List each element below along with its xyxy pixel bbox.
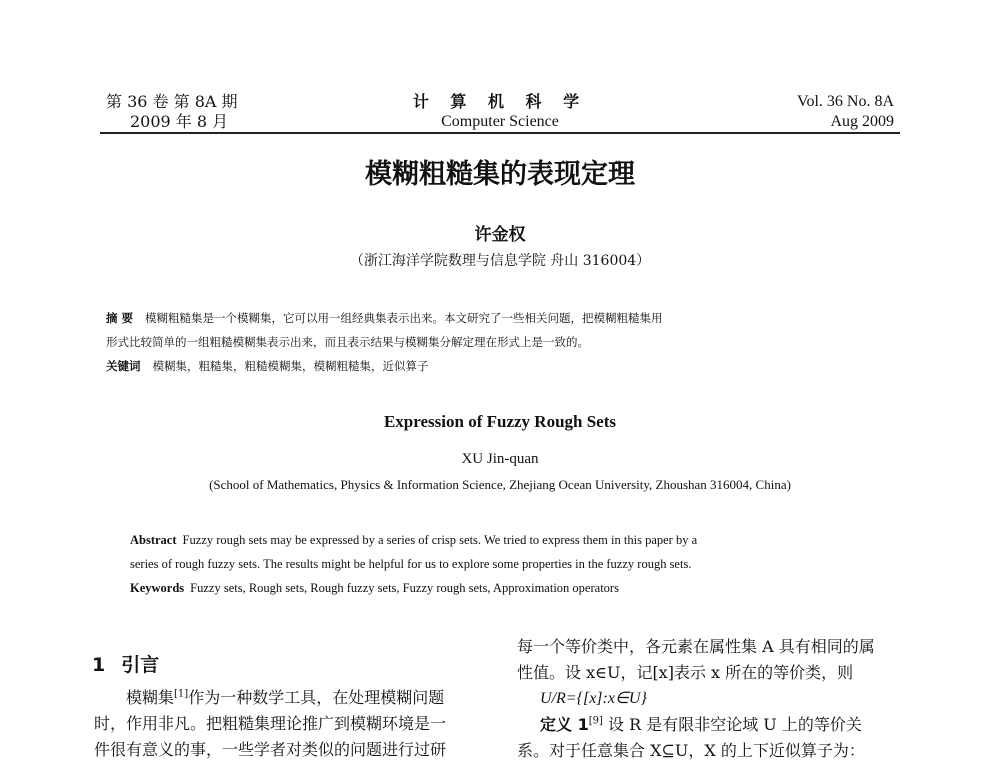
quotient-set-formula: U/R={[x]:x∈U}	[540, 690, 647, 707]
abstract-zh	[106, 306, 886, 378]
abstract-en-line2: series of rough fuzzy sets. The results might be helpful for us to explore some properties in the fuzzy rough sets.	[130, 557, 692, 571]
paper-title-zh: 模糊粗糙集的表现定理	[365, 159, 635, 190]
section-heading	[92, 650, 159, 677]
abstract-zh-text1: 模糊粗糙集是一个模糊集，它可以用一组经典集表示出来。本文研究了一些相关问题，把模糊粗糙集用	[145, 311, 663, 325]
abstract-en-line1	[130, 528, 697, 552]
volume-issue: 第 36 卷 第 8A 期	[106, 92, 238, 111]
right-col-line1: 每一个等价类中，各元素在属性集 A 具有相同的属	[517, 637, 875, 656]
definition-citation: [9]	[588, 715, 603, 727]
affiliation-zh: （浙江海洋学院数理与信息学院 舟山 316004）	[349, 253, 651, 269]
journal-name	[400, 92, 600, 132]
issue-date: 2009 年 8 月	[130, 112, 229, 131]
header-divider	[100, 132, 900, 134]
abstract-zh-label: 摘 要	[106, 311, 134, 325]
keywords-en-label: Keywords	[130, 581, 185, 595]
volume-issue-en: Vol. 36 No. 8A	[796, 93, 894, 110]
keywords-zh-label: 关键词	[106, 359, 141, 373]
abstract-zh-line1	[106, 306, 886, 330]
intro-line3: 件很有意义的事，一些学者对类似的问题进行过研	[94, 740, 447, 759]
definition-1	[540, 712, 862, 738]
section-number: 1	[92, 654, 106, 676]
author-zh: 许金权	[474, 225, 526, 245]
intro-line2: 时，作用非凡。把粗糙集理论推广到模糊环境是一	[94, 714, 447, 733]
intro-text-a: 模糊集	[126, 688, 175, 707]
keywords-zh-text: 模糊集，粗糙集，粗糙模糊集，模糊粗糙集，近似算子	[152, 359, 429, 373]
abstract-zh-line2: 形式比较简单的一组粗糙模糊集表示出来，而且表示结果与模糊集分解定理在形式上是一致的。	[106, 335, 589, 349]
intro-line1	[126, 685, 444, 711]
right-col-line5: 系。对于任意集合 X⊆U，X 的上下近似算子为：	[517, 741, 865, 760]
section-title: 引言	[121, 654, 160, 676]
intro-text-b: 作为一种数学工具，在处理模糊问题	[188, 688, 445, 707]
keywords-zh	[106, 354, 886, 378]
journal-volume-info	[106, 92, 238, 132]
citation-ref: [1]	[174, 688, 189, 700]
journal-name-zh: 计 算 机 科 学	[412, 92, 588, 111]
journal-volume-info-en	[797, 92, 894, 132]
abstract-en-label: Abstract	[130, 533, 177, 547]
definition-label: 定义 1	[540, 715, 589, 734]
author-en: XU Jin-quan	[461, 451, 539, 467]
keywords-en-text: Fuzzy sets, Rough sets, Rough fuzzy sets, Fuzzy rough sets, Approximation operators	[190, 581, 619, 595]
abstract-en	[130, 528, 697, 600]
paper-title-en: Expression of Fuzzy Rough Sets	[383, 412, 617, 431]
right-col-line2: 性值。设 x∈U，记[x]表示 x 所在的等价类，则	[517, 663, 854, 682]
abstract-en-text1: Fuzzy rough sets may be expressed by a series of crisp sets. We tried to express them in this paper by a	[182, 533, 698, 547]
journal-name-en: Computer Science	[441, 113, 559, 130]
keywords-en	[130, 576, 697, 600]
definition-text: 设 R 是有限非空论域 U 上的等价关	[602, 715, 862, 734]
affiliation-en: (School of Mathematics, Physics & Information Science, Zhejiang Ocean University, Zhoushan 316004, China)	[209, 477, 791, 492]
issue-date-en: Aug 2009	[830, 113, 894, 130]
